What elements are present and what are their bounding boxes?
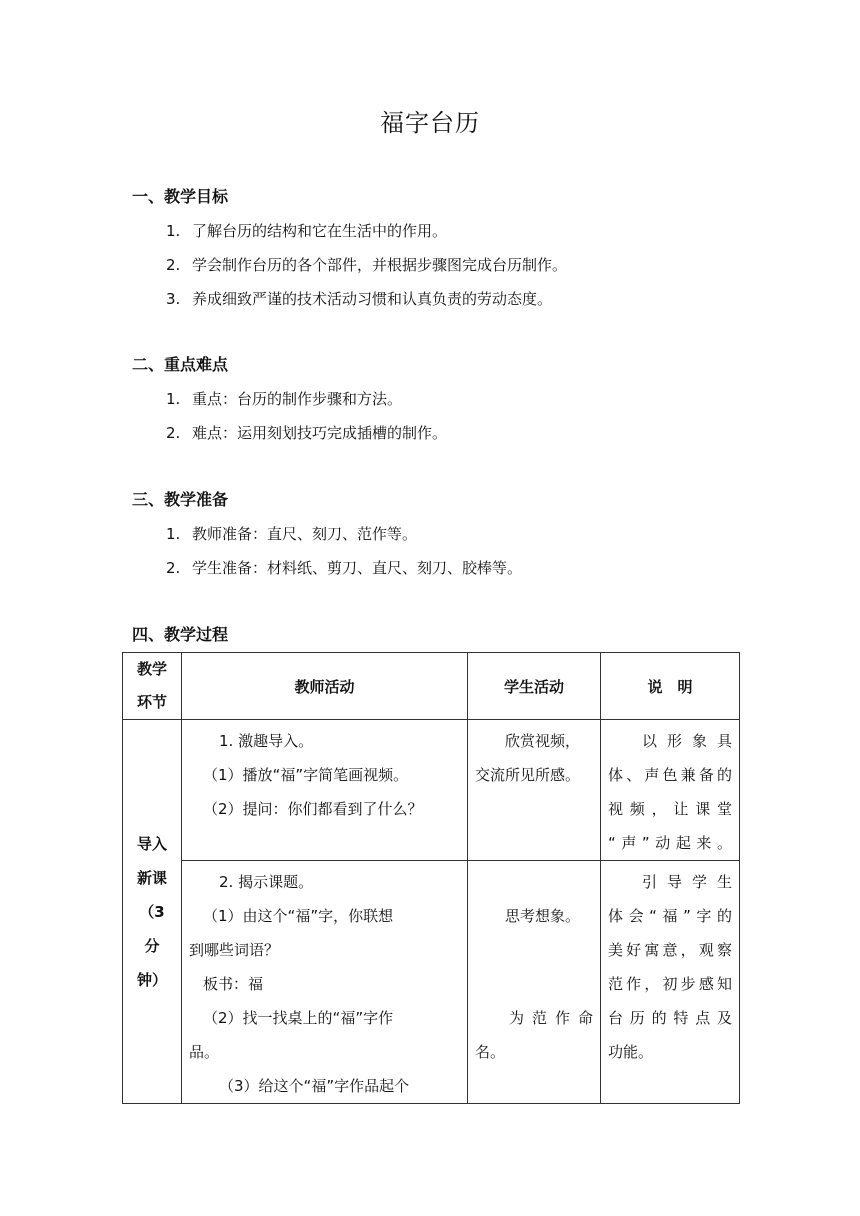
header-note: 说 明 — [601, 653, 740, 720]
note-line: “声”动起来。 — [608, 834, 732, 852]
teacher-line: 2. 揭示课题。 — [219, 873, 314, 891]
header-segment-line2: 环节 — [136, 693, 167, 711]
item-text: 学会制作台历的各个部件，并根据步骤图完成台历制作。 — [192, 256, 568, 274]
note-line: 台历的特点及 — [608, 1009, 732, 1027]
student-activity-cell — [468, 720, 601, 861]
teacher-line: （1）由这个“福”字，你联想 — [203, 907, 394, 925]
student-line — [475, 967, 593, 1001]
student-line: 为范作命 — [509, 1009, 593, 1027]
teacher-activity-cell — [182, 720, 468, 861]
teacher-line: （2）提问：你们都看到了什么？ — [203, 800, 423, 818]
note-line: 范作，初步感知 — [608, 975, 732, 993]
item-text: 教师准备：直尺、刻刀、范作等。 — [192, 525, 418, 543]
table-row — [123, 720, 740, 861]
section-teaching-goals — [132, 180, 752, 316]
note-line: 以形象具 — [642, 732, 732, 750]
teacher-line: 品。 — [189, 1043, 220, 1061]
list-item — [132, 551, 752, 585]
table-row — [123, 861, 740, 1104]
teacher-line: 到哪些词语？ — [189, 941, 280, 959]
header-segment-line1: 教学 — [136, 660, 167, 678]
list-item — [132, 416, 752, 450]
list-item — [132, 214, 752, 248]
note-line: 功能。 — [608, 1043, 654, 1061]
student-activity-cell — [468, 861, 601, 1104]
segment-line: 导入 — [136, 834, 167, 853]
item-text: 重点：台历的制作步骤和方法。 — [192, 390, 403, 408]
teacher-line: （3）给这个“福”字作品起个 — [219, 1077, 410, 1095]
item-number: 1. — [166, 525, 181, 543]
section-key-points — [132, 348, 752, 450]
item-text: 养成细致严谨的技术活动习惯和认真负责的劳动态度。 — [192, 290, 553, 308]
list-item — [132, 517, 752, 551]
item-number: 2. — [166, 424, 181, 442]
note-cell — [601, 720, 740, 861]
teacher-line: 1. 激趣导入。 — [219, 732, 314, 750]
section-heading: 三、教学准备 — [132, 490, 229, 509]
note-line: 视频，让课堂 — [608, 800, 732, 818]
item-text: 了解台历的结构和它在生活中的作用。 — [192, 222, 448, 240]
table-header-row — [123, 653, 740, 720]
note-line: 美好寓意，观察 — [608, 941, 732, 959]
header-teacher: 教师活动 — [182, 653, 468, 720]
note-line: 体、声色兼备的 — [608, 766, 732, 784]
student-line: 思考想象。 — [505, 907, 581, 925]
section-heading: 四、教学过程 — [132, 625, 229, 644]
section-heading: 二、重点难点 — [132, 355, 229, 374]
segment-line: 钟） — [136, 970, 167, 989]
header-student: 学生活动 — [468, 653, 601, 720]
note-line: 引导学生 — [642, 873, 732, 891]
note-cell — [601, 861, 740, 1104]
item-text: 学生准备：材料纸、剪刀、直尺、刻刀、胶棒等。 — [192, 559, 523, 577]
list-item — [132, 248, 752, 282]
teacher-activity-cell — [182, 861, 468, 1104]
student-line — [475, 933, 593, 967]
section-heading: 一、教学目标 — [132, 187, 229, 206]
item-text: 难点：运用刻划技巧完成插槽的制作。 — [192, 424, 448, 442]
segment-line: 新课 — [136, 868, 167, 887]
list-item — [132, 282, 752, 316]
item-number: 2. — [166, 559, 181, 577]
item-number: 2. — [166, 256, 181, 274]
teacher-line: 板书：福 — [203, 975, 264, 993]
item-number: 1. — [166, 390, 181, 408]
teacher-line: （2）找一找桌上的“福”字作 — [203, 1009, 394, 1027]
list-item — [132, 382, 752, 416]
student-line: 欣赏视频， — [505, 732, 581, 750]
item-number: 3. — [166, 290, 181, 308]
header-segment — [123, 653, 182, 720]
item-number: 1. — [166, 222, 181, 240]
document-title: 福字台历 — [380, 109, 480, 137]
teaching-process-table — [122, 652, 740, 1104]
section-process — [132, 618, 752, 652]
segment-line: 分 — [144, 936, 160, 955]
student-line — [475, 865, 593, 899]
section-preparation — [132, 483, 752, 585]
note-line: 体会“福”字的 — [608, 907, 732, 925]
teacher-line: （1）播放“福”字简笔画视频。 — [203, 766, 409, 784]
segment-cell — [123, 720, 182, 1104]
student-line: 交流所见所感。 — [475, 766, 581, 784]
student-line: 名。 — [475, 1043, 506, 1061]
segment-line: （3 — [139, 902, 165, 921]
